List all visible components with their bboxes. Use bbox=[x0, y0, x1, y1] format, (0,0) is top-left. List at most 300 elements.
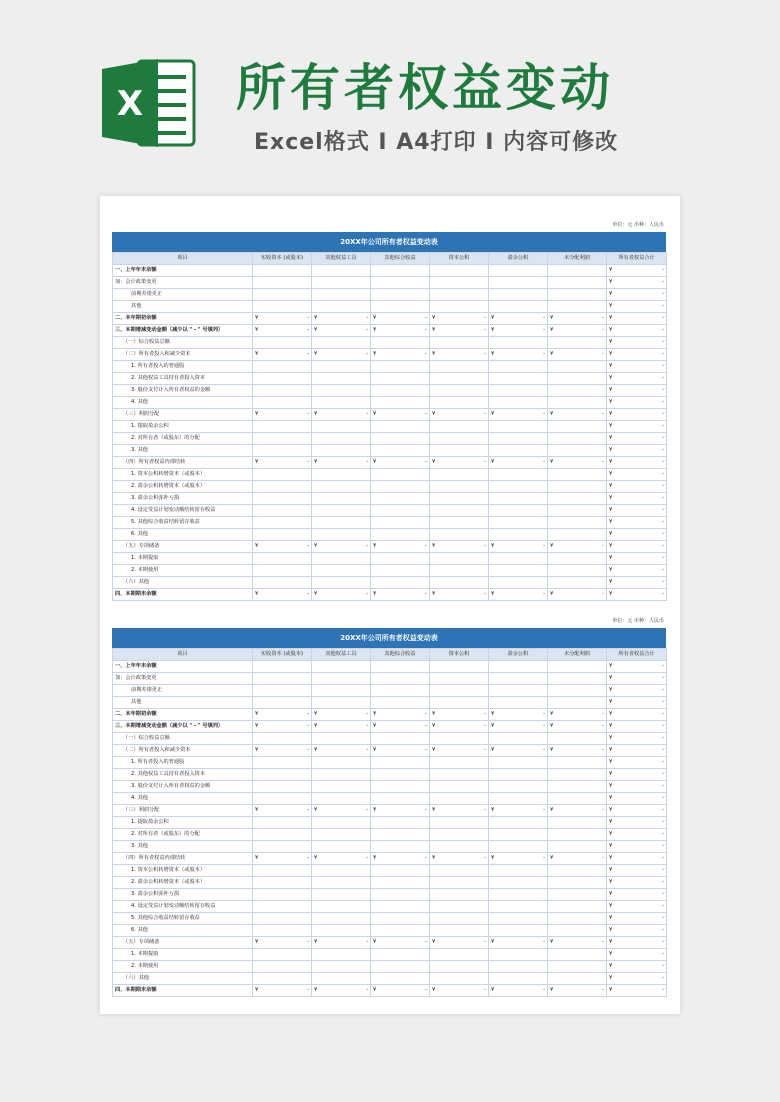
value-cell[interactable] bbox=[253, 973, 312, 985]
value-cell[interactable] bbox=[607, 409, 667, 421]
value-cell[interactable] bbox=[312, 529, 371, 541]
value-cell[interactable] bbox=[371, 493, 430, 505]
value-cell[interactable] bbox=[489, 685, 548, 697]
row-label[interactable]: 四、本期期末余额 bbox=[113, 985, 253, 997]
value-cell[interactable] bbox=[489, 445, 548, 457]
value-cell[interactable] bbox=[607, 685, 667, 697]
value-cell[interactable] bbox=[312, 829, 371, 841]
row-label[interactable]: 5. 其他综合收益结转留存收益 bbox=[113, 517, 253, 529]
value-cell[interactable] bbox=[489, 889, 548, 901]
value-cell[interactable] bbox=[430, 517, 489, 529]
value-cell[interactable] bbox=[548, 949, 607, 961]
value-cell[interactable] bbox=[430, 877, 489, 889]
value-cell[interactable] bbox=[253, 697, 312, 709]
value-cell[interactable] bbox=[489, 529, 548, 541]
value-cell[interactable] bbox=[548, 781, 607, 793]
value-cell[interactable] bbox=[607, 985, 667, 997]
value-cell[interactable] bbox=[548, 961, 607, 973]
column-header[interactable]: 资本公积 bbox=[430, 253, 489, 265]
value-cell[interactable] bbox=[489, 661, 548, 673]
value-cell[interactable] bbox=[548, 301, 607, 313]
value-cell[interactable] bbox=[489, 553, 548, 565]
value-cell[interactable] bbox=[253, 829, 312, 841]
value-cell[interactable] bbox=[253, 325, 312, 337]
column-header[interactable]: 实收资本 (或股本) bbox=[253, 253, 312, 265]
value-cell[interactable] bbox=[489, 469, 548, 481]
row-label[interactable]: 其他 bbox=[113, 697, 253, 709]
value-cell[interactable] bbox=[371, 769, 430, 781]
value-cell[interactable] bbox=[607, 841, 667, 853]
value-cell[interactable] bbox=[548, 697, 607, 709]
value-cell[interactable] bbox=[607, 301, 667, 313]
value-cell[interactable] bbox=[607, 469, 667, 481]
row-label[interactable]: （四）所有者权益内部结转 bbox=[113, 457, 253, 469]
value-cell[interactable] bbox=[253, 433, 312, 445]
value-cell[interactable] bbox=[430, 277, 489, 289]
value-cell[interactable] bbox=[253, 961, 312, 973]
value-cell[interactable] bbox=[312, 421, 371, 433]
value-cell[interactable] bbox=[371, 733, 430, 745]
value-cell[interactable] bbox=[548, 793, 607, 805]
value-cell[interactable] bbox=[312, 541, 371, 553]
row-label[interactable]: 1. 所有者投入的普通股 bbox=[113, 361, 253, 373]
value-cell[interactable] bbox=[548, 685, 607, 697]
value-cell[interactable] bbox=[489, 721, 548, 733]
value-cell[interactable] bbox=[371, 541, 430, 553]
value-cell[interactable] bbox=[312, 733, 371, 745]
value-cell[interactable] bbox=[312, 925, 371, 937]
value-cell[interactable] bbox=[253, 685, 312, 697]
value-cell[interactable] bbox=[371, 937, 430, 949]
value-cell[interactable] bbox=[607, 745, 667, 757]
value-cell[interactable] bbox=[489, 313, 548, 325]
value-cell[interactable] bbox=[489, 265, 548, 277]
value-cell[interactable] bbox=[607, 289, 667, 301]
value-cell[interactable] bbox=[371, 337, 430, 349]
value-cell[interactable] bbox=[548, 757, 607, 769]
value-cell[interactable] bbox=[312, 325, 371, 337]
value-cell[interactable] bbox=[607, 973, 667, 985]
value-cell[interactable] bbox=[371, 841, 430, 853]
value-cell[interactable] bbox=[489, 937, 548, 949]
value-cell[interactable] bbox=[312, 433, 371, 445]
value-cell[interactable] bbox=[548, 289, 607, 301]
value-cell[interactable] bbox=[489, 289, 548, 301]
value-cell[interactable] bbox=[489, 901, 548, 913]
row-label[interactable]: 2. 其他权益工具持有者投入资本 bbox=[113, 373, 253, 385]
row-label[interactable]: 二、本年期初余额 bbox=[113, 709, 253, 721]
value-cell[interactable] bbox=[548, 493, 607, 505]
value-cell[interactable] bbox=[312, 289, 371, 301]
value-cell[interactable] bbox=[607, 589, 667, 601]
value-cell[interactable] bbox=[548, 457, 607, 469]
value-cell[interactable] bbox=[312, 481, 371, 493]
row-label[interactable]: 2. 其他权益工具持有者投入资本 bbox=[113, 769, 253, 781]
value-cell[interactable] bbox=[312, 673, 371, 685]
row-label[interactable]: 加：会计政策变更 bbox=[113, 277, 253, 289]
value-cell[interactable] bbox=[489, 493, 548, 505]
value-cell[interactable] bbox=[489, 697, 548, 709]
value-cell[interactable] bbox=[253, 757, 312, 769]
row-label[interactable]: （二）所有者投入和减少资本 bbox=[113, 349, 253, 361]
value-cell[interactable] bbox=[371, 961, 430, 973]
value-cell[interactable] bbox=[430, 697, 489, 709]
value-cell[interactable] bbox=[489, 805, 548, 817]
value-cell[interactable] bbox=[253, 889, 312, 901]
value-cell[interactable] bbox=[430, 661, 489, 673]
row-label[interactable]: （三）利润分配 bbox=[113, 805, 253, 817]
value-cell[interactable] bbox=[312, 685, 371, 697]
value-cell[interactable] bbox=[371, 985, 430, 997]
value-cell[interactable] bbox=[548, 541, 607, 553]
row-label[interactable]: 三、本期增减变动金额（减少以 " - " 号填列） bbox=[113, 721, 253, 733]
value-cell[interactable] bbox=[312, 877, 371, 889]
value-cell[interactable] bbox=[371, 829, 430, 841]
value-cell[interactable] bbox=[489, 505, 548, 517]
row-label[interactable]: 一、上年年末余额 bbox=[113, 265, 253, 277]
value-cell[interactable] bbox=[371, 349, 430, 361]
row-label[interactable]: （六）其他 bbox=[113, 577, 253, 589]
value-cell[interactable] bbox=[607, 481, 667, 493]
value-cell[interactable] bbox=[548, 265, 607, 277]
value-cell[interactable] bbox=[371, 433, 430, 445]
value-cell[interactable] bbox=[607, 553, 667, 565]
value-cell[interactable] bbox=[489, 841, 548, 853]
value-cell[interactable] bbox=[607, 901, 667, 913]
value-cell[interactable] bbox=[253, 673, 312, 685]
value-cell[interactable] bbox=[371, 745, 430, 757]
value-cell[interactable] bbox=[253, 445, 312, 457]
value-cell[interactable] bbox=[371, 373, 430, 385]
value-cell[interactable] bbox=[253, 733, 312, 745]
value-cell[interactable] bbox=[253, 457, 312, 469]
value-cell[interactable] bbox=[489, 349, 548, 361]
row-label[interactable]: 加：会计政策变更 bbox=[113, 673, 253, 685]
row-label[interactable]: （五）专项储备 bbox=[113, 937, 253, 949]
value-cell[interactable] bbox=[371, 709, 430, 721]
value-cell[interactable] bbox=[607, 661, 667, 673]
column-header[interactable]: 其他权益工具 bbox=[312, 253, 371, 265]
value-cell[interactable] bbox=[430, 385, 489, 397]
value-cell[interactable] bbox=[548, 769, 607, 781]
value-cell[interactable] bbox=[548, 877, 607, 889]
value-cell[interactable] bbox=[430, 853, 489, 865]
row-label[interactable]: 3. 其他 bbox=[113, 445, 253, 457]
value-cell[interactable] bbox=[548, 853, 607, 865]
value-cell[interactable] bbox=[489, 337, 548, 349]
value-cell[interactable] bbox=[312, 397, 371, 409]
value-cell[interactable] bbox=[607, 781, 667, 793]
value-cell[interactable] bbox=[371, 757, 430, 769]
value-cell[interactable] bbox=[371, 913, 430, 925]
value-cell[interactable] bbox=[430, 793, 489, 805]
value-cell[interactable] bbox=[548, 577, 607, 589]
value-cell[interactable] bbox=[548, 709, 607, 721]
value-cell[interactable] bbox=[548, 589, 607, 601]
value-cell[interactable] bbox=[607, 505, 667, 517]
row-label[interactable]: 四、本期期末余额 bbox=[113, 589, 253, 601]
row-label[interactable]: 4. 其他 bbox=[113, 793, 253, 805]
value-cell[interactable] bbox=[312, 445, 371, 457]
value-cell[interactable] bbox=[607, 541, 667, 553]
value-cell[interactable] bbox=[312, 865, 371, 877]
value-cell[interactable] bbox=[253, 589, 312, 601]
value-cell[interactable] bbox=[312, 361, 371, 373]
value-cell[interactable] bbox=[253, 373, 312, 385]
value-cell[interactable] bbox=[548, 325, 607, 337]
row-label[interactable]: 三、本期增减变动金额（减少以 " - " 号填列） bbox=[113, 325, 253, 337]
value-cell[interactable] bbox=[312, 745, 371, 757]
value-cell[interactable] bbox=[607, 721, 667, 733]
value-cell[interactable] bbox=[489, 853, 548, 865]
value-cell[interactable] bbox=[312, 697, 371, 709]
value-cell[interactable] bbox=[430, 349, 489, 361]
value-cell[interactable] bbox=[253, 661, 312, 673]
value-cell[interactable] bbox=[607, 577, 667, 589]
value-cell[interactable] bbox=[371, 421, 430, 433]
value-cell[interactable] bbox=[371, 409, 430, 421]
value-cell[interactable] bbox=[253, 793, 312, 805]
value-cell[interactable] bbox=[430, 949, 489, 961]
row-label[interactable]: （一）综合收益总额 bbox=[113, 337, 253, 349]
value-cell[interactable] bbox=[489, 361, 548, 373]
value-cell[interactable] bbox=[430, 925, 489, 937]
value-cell[interactable] bbox=[548, 421, 607, 433]
row-label[interactable]: 1. 资本公积转增资本（或股本） bbox=[113, 469, 253, 481]
value-cell[interactable] bbox=[489, 325, 548, 337]
value-cell[interactable] bbox=[312, 853, 371, 865]
value-cell[interactable] bbox=[489, 949, 548, 961]
value-cell[interactable] bbox=[548, 529, 607, 541]
value-cell[interactable] bbox=[312, 913, 371, 925]
value-cell[interactable] bbox=[430, 745, 489, 757]
value-cell[interactable] bbox=[607, 889, 667, 901]
value-cell[interactable] bbox=[489, 277, 548, 289]
value-cell[interactable] bbox=[430, 901, 489, 913]
value-cell[interactable] bbox=[430, 505, 489, 517]
column-header[interactable]: 其他综合收益 bbox=[371, 649, 430, 661]
value-cell[interactable] bbox=[312, 841, 371, 853]
value-cell[interactable] bbox=[312, 805, 371, 817]
column-header[interactable]: 所有者权益合计 bbox=[607, 649, 667, 661]
value-cell[interactable] bbox=[430, 985, 489, 997]
value-cell[interactable] bbox=[430, 721, 489, 733]
value-cell[interactable] bbox=[607, 757, 667, 769]
row-label[interactable]: 4. 其他 bbox=[113, 397, 253, 409]
row-label[interactable]: （三）利润分配 bbox=[113, 409, 253, 421]
value-cell[interactable] bbox=[312, 709, 371, 721]
value-cell[interactable] bbox=[253, 301, 312, 313]
row-label[interactable]: 1. 所有者投入的普通股 bbox=[113, 757, 253, 769]
value-cell[interactable] bbox=[371, 277, 430, 289]
value-cell[interactable] bbox=[607, 313, 667, 325]
value-cell[interactable] bbox=[371, 925, 430, 937]
value-cell[interactable] bbox=[253, 865, 312, 877]
value-cell[interactable] bbox=[430, 973, 489, 985]
value-cell[interactable] bbox=[253, 337, 312, 349]
value-cell[interactable] bbox=[607, 805, 667, 817]
value-cell[interactable] bbox=[253, 937, 312, 949]
value-cell[interactable] bbox=[607, 565, 667, 577]
value-cell[interactable] bbox=[371, 973, 430, 985]
row-label[interactable]: （六）其他 bbox=[113, 973, 253, 985]
value-cell[interactable] bbox=[430, 445, 489, 457]
value-cell[interactable] bbox=[371, 853, 430, 865]
value-cell[interactable] bbox=[312, 781, 371, 793]
value-cell[interactable] bbox=[253, 541, 312, 553]
value-cell[interactable] bbox=[253, 469, 312, 481]
value-cell[interactable] bbox=[430, 865, 489, 877]
column-header[interactable]: 实收资本 (或股本) bbox=[253, 649, 312, 661]
value-cell[interactable] bbox=[430, 529, 489, 541]
value-cell[interactable] bbox=[430, 361, 489, 373]
value-cell[interactable] bbox=[607, 961, 667, 973]
value-cell[interactable] bbox=[371, 469, 430, 481]
value-cell[interactable] bbox=[312, 553, 371, 565]
value-cell[interactable] bbox=[548, 361, 607, 373]
value-cell[interactable] bbox=[430, 433, 489, 445]
value-cell[interactable] bbox=[489, 433, 548, 445]
value-cell[interactable] bbox=[430, 301, 489, 313]
value-cell[interactable] bbox=[607, 277, 667, 289]
value-cell[interactable] bbox=[607, 793, 667, 805]
value-cell[interactable] bbox=[253, 385, 312, 397]
value-cell[interactable] bbox=[548, 805, 607, 817]
value-cell[interactable] bbox=[253, 949, 312, 961]
value-cell[interactable] bbox=[253, 565, 312, 577]
value-cell[interactable] bbox=[489, 409, 548, 421]
value-cell[interactable] bbox=[489, 757, 548, 769]
row-label[interactable]: 2. 盈余公积转增资本（或股本） bbox=[113, 481, 253, 493]
value-cell[interactable] bbox=[489, 709, 548, 721]
value-cell[interactable] bbox=[371, 697, 430, 709]
row-label[interactable]: 3. 盈余公积弥补亏损 bbox=[113, 493, 253, 505]
value-cell[interactable] bbox=[607, 937, 667, 949]
value-cell[interactable] bbox=[312, 949, 371, 961]
value-cell[interactable] bbox=[430, 841, 489, 853]
value-cell[interactable] bbox=[489, 865, 548, 877]
value-cell[interactable] bbox=[548, 925, 607, 937]
value-cell[interactable] bbox=[253, 529, 312, 541]
value-cell[interactable] bbox=[548, 349, 607, 361]
value-cell[interactable] bbox=[607, 865, 667, 877]
value-cell[interactable] bbox=[253, 709, 312, 721]
value-cell[interactable] bbox=[607, 493, 667, 505]
value-cell[interactable] bbox=[253, 361, 312, 373]
value-cell[interactable] bbox=[253, 481, 312, 493]
row-label[interactable]: （四）所有者权益内部结转 bbox=[113, 853, 253, 865]
value-cell[interactable] bbox=[430, 769, 489, 781]
value-cell[interactable] bbox=[607, 673, 667, 685]
value-cell[interactable] bbox=[430, 577, 489, 589]
value-cell[interactable] bbox=[548, 901, 607, 913]
value-cell[interactable] bbox=[489, 877, 548, 889]
value-cell[interactable] bbox=[312, 493, 371, 505]
value-cell[interactable] bbox=[371, 673, 430, 685]
value-cell[interactable] bbox=[253, 721, 312, 733]
value-cell[interactable] bbox=[489, 925, 548, 937]
value-cell[interactable] bbox=[548, 565, 607, 577]
row-label[interactable]: 3. 盈余公积弥补亏损 bbox=[113, 889, 253, 901]
value-cell[interactable] bbox=[371, 721, 430, 733]
value-cell[interactable] bbox=[607, 697, 667, 709]
value-cell[interactable] bbox=[253, 925, 312, 937]
value-cell[interactable] bbox=[371, 565, 430, 577]
value-cell[interactable] bbox=[607, 445, 667, 457]
value-cell[interactable] bbox=[607, 361, 667, 373]
value-cell[interactable] bbox=[430, 781, 489, 793]
value-cell[interactable] bbox=[548, 277, 607, 289]
value-cell[interactable] bbox=[548, 409, 607, 421]
value-cell[interactable] bbox=[607, 349, 667, 361]
value-cell[interactable] bbox=[548, 373, 607, 385]
value-cell[interactable] bbox=[312, 385, 371, 397]
value-cell[interactable] bbox=[607, 877, 667, 889]
row-label[interactable]: 其他 bbox=[113, 301, 253, 313]
value-cell[interactable] bbox=[607, 769, 667, 781]
value-cell[interactable] bbox=[430, 589, 489, 601]
value-cell[interactable] bbox=[312, 457, 371, 469]
value-cell[interactable] bbox=[548, 313, 607, 325]
value-cell[interactable] bbox=[253, 877, 312, 889]
value-cell[interactable] bbox=[371, 313, 430, 325]
value-cell[interactable] bbox=[607, 385, 667, 397]
value-cell[interactable] bbox=[607, 709, 667, 721]
row-label[interactable]: 2. 盈余公积转增资本（或股本） bbox=[113, 877, 253, 889]
value-cell[interactable] bbox=[607, 421, 667, 433]
value-cell[interactable] bbox=[607, 517, 667, 529]
value-cell[interactable] bbox=[548, 481, 607, 493]
value-cell[interactable] bbox=[548, 469, 607, 481]
column-header[interactable]: 其他权益工具 bbox=[312, 649, 371, 661]
value-cell[interactable] bbox=[548, 745, 607, 757]
row-label[interactable]: 4. 设定受益计划变动额结转留存收益 bbox=[113, 505, 253, 517]
value-cell[interactable] bbox=[312, 937, 371, 949]
value-cell[interactable] bbox=[253, 577, 312, 589]
value-cell[interactable] bbox=[548, 865, 607, 877]
value-cell[interactable] bbox=[548, 445, 607, 457]
value-cell[interactable] bbox=[430, 337, 489, 349]
value-cell[interactable] bbox=[430, 289, 489, 301]
value-cell[interactable] bbox=[430, 937, 489, 949]
value-cell[interactable] bbox=[312, 817, 371, 829]
value-cell[interactable] bbox=[607, 529, 667, 541]
row-label[interactable]: 3. 股份支付计入所有者权益的金额 bbox=[113, 781, 253, 793]
value-cell[interactable] bbox=[371, 805, 430, 817]
value-cell[interactable] bbox=[607, 913, 667, 925]
value-cell[interactable] bbox=[607, 925, 667, 937]
value-cell[interactable] bbox=[371, 949, 430, 961]
value-cell[interactable] bbox=[371, 517, 430, 529]
value-cell[interactable] bbox=[371, 817, 430, 829]
row-label[interactable]: 1. 资本公积转增资本（或股本） bbox=[113, 865, 253, 877]
value-cell[interactable] bbox=[607, 325, 667, 337]
value-cell[interactable] bbox=[430, 733, 489, 745]
value-cell[interactable] bbox=[489, 589, 548, 601]
value-cell[interactable] bbox=[430, 409, 489, 421]
value-cell[interactable] bbox=[253, 853, 312, 865]
row-label[interactable]: 1. 提取盈余公积 bbox=[113, 421, 253, 433]
value-cell[interactable] bbox=[489, 397, 548, 409]
row-label[interactable]: 2. 对所有者（或股东）的分配 bbox=[113, 829, 253, 841]
value-cell[interactable] bbox=[430, 805, 489, 817]
value-cell[interactable] bbox=[253, 769, 312, 781]
value-cell[interactable] bbox=[253, 277, 312, 289]
column-header[interactable]: 其他综合收益 bbox=[371, 253, 430, 265]
value-cell[interactable] bbox=[430, 757, 489, 769]
value-cell[interactable] bbox=[430, 541, 489, 553]
column-header[interactable]: 未分配利润 bbox=[548, 253, 607, 265]
